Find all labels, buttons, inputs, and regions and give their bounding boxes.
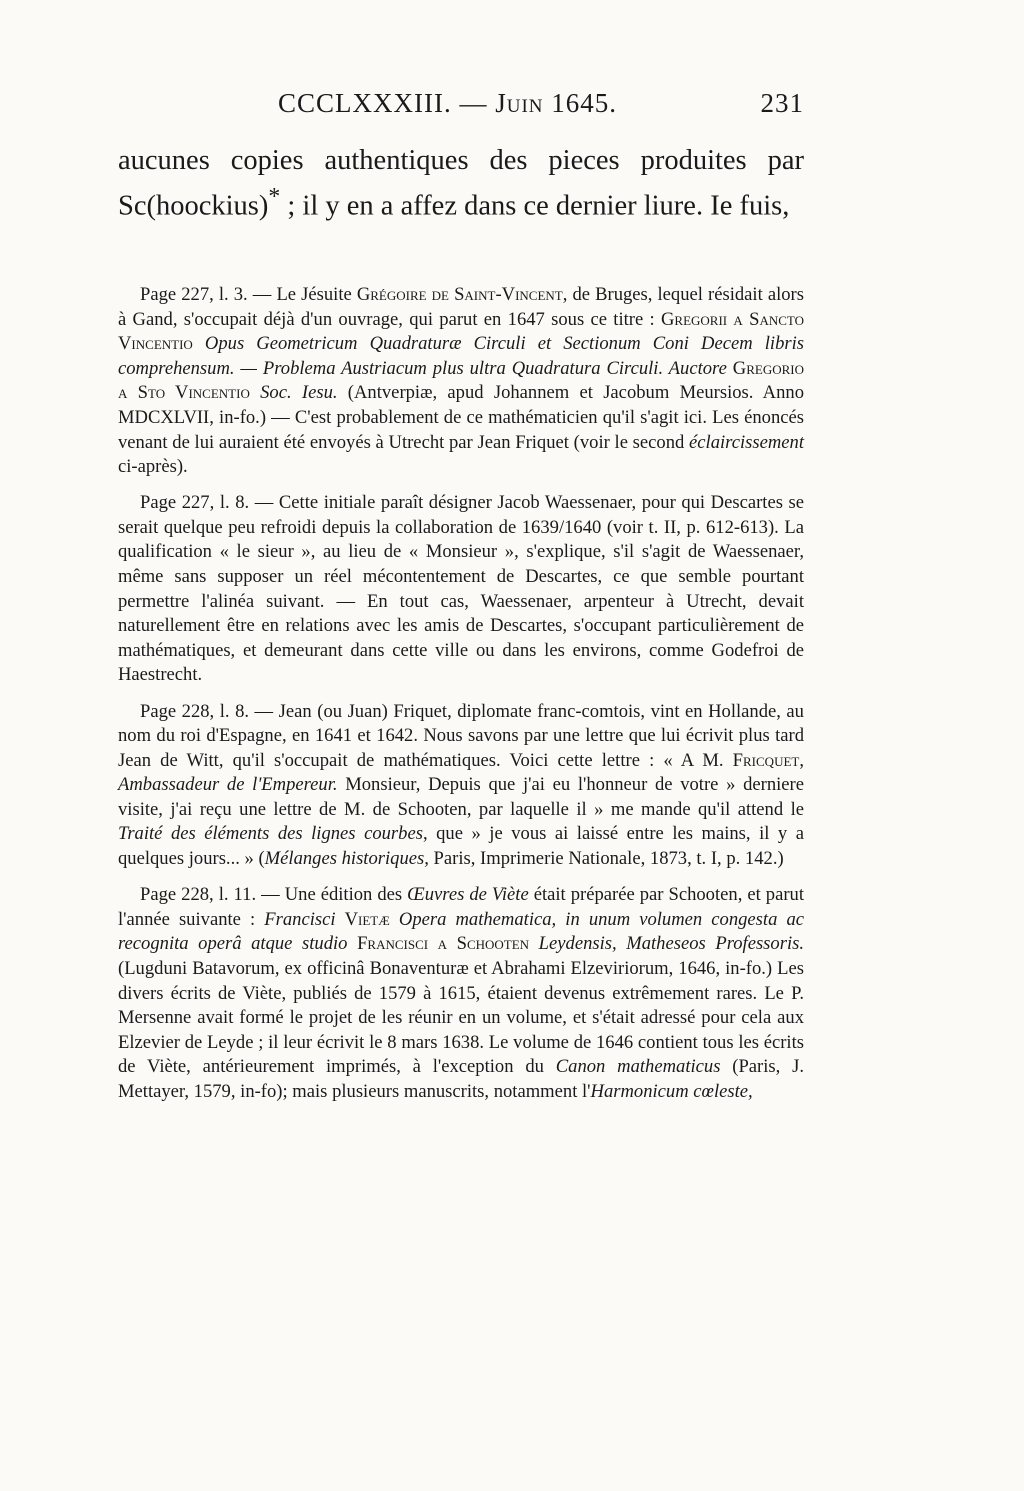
page-number: 231	[760, 88, 804, 118]
note-reference: Page 228, l. 8. —	[140, 700, 274, 722]
italic-text: Harmonicum cœleste,	[590, 1080, 753, 1102]
star-marker: *	[268, 184, 281, 210]
note-text: Une édition des	[279, 884, 408, 906]
italic-text: Opus Geometricum Quadraturæ Circuli et Sectionum Coni Decem libris comprehensum. — Problema Austriacum plus ultra Quadratura Circuli. Auctore	[118, 333, 805, 379]
small-caps-text: Gregorio a Sto Vincentio	[118, 357, 804, 404]
small-caps-text: Fricquet	[732, 749, 800, 771]
note-text: ,	[799, 749, 804, 771]
note-text: (Paris, J. Mettayer, 1579, in-fo); mais plusieurs manuscrits, notamment l'	[118, 1056, 804, 1102]
note-text: (Antverpiæ, apud Johannem et Jacobum Meursios. Anno MDCXLVII, in-fo.) — C'est probablement de ce mathématicien qu'il s'agit ici. Les énoncés venant de lui auraient été envoyés à Utrecht par Jean Friquet (voir le second	[118, 382, 804, 453]
letter-number: CCCLXXXIII.	[278, 88, 452, 118]
editorial-notes	[118, 283, 804, 1105]
note-text: ci-après).	[118, 456, 188, 478]
small-caps-text: Grégoire de Saint-Vincent	[356, 284, 563, 305]
italic-text: Œuvres de Viète	[407, 884, 529, 906]
note-paragraph	[118, 700, 804, 872]
small-caps-text: Vietæ	[344, 908, 390, 930]
note-text	[390, 909, 399, 930]
italic-text: Leydensis, Matheseos Professoris.	[538, 933, 805, 955]
letter-heading	[278, 88, 617, 119]
italic-text: Opera mathematica, in unum volumen congesta ac recognita operâ atque studio	[118, 908, 805, 955]
letter-text-before: aucunes copies authentiques des pieces produites par Sc(hoockius)	[118, 145, 804, 222]
note-paragraph	[118, 883, 804, 1104]
note-reference: Page 227, l. 8. —	[140, 492, 274, 514]
letter-year: 1645.	[551, 88, 618, 118]
italic-text: Ambassadeur de l'Empereur.	[118, 774, 338, 796]
note-text	[250, 382, 260, 403]
italic-text: Mélanges historiques,	[264, 848, 429, 870]
italic-text: éclaircissement	[689, 431, 804, 453]
italic-text: Traité des éléments des lignes courbes	[118, 823, 423, 845]
letter-text-after: ; il y en a affez dans ce dernier liure. Ie fuis,	[280, 190, 790, 222]
note-text	[529, 933, 539, 954]
running-header	[118, 88, 804, 128]
italic-text: Soc. Iesu.	[260, 382, 338, 404]
note-text: Monsieur, Depuis que j'ai eu l'honneur de votre » derniere visite, j'ai reçu une lettre de M. de Schooten, par laquelle il » me mande qu'il attend le	[118, 774, 804, 820]
heading-dash: —	[459, 88, 488, 118]
note-text	[193, 333, 205, 354]
note-text: Jean (ou Juan) Friquet, diplomate franc-comtois, vint en Hollande, au nom du roi d'Espagne, en 1641 et 1642. Nous savons par une lettre que lui écrivit plus tard Jean de Witt, qu'il s'occupait de mathématiques. Voici cette lettre : « A M.	[118, 700, 804, 771]
note-reference: Page 227, l. 3. —	[140, 284, 272, 305]
note-text: (Lugduni Batavorum, ex officinâ Bonaventuræ et Abrahami Elzeviriorum, 1646, in-fo.) Les divers écrits de Viète, publiés de 1579 à 1615, étaient devenus extrêmement rares. Le P. Mersenne avait formé le projet de les réunir en un volume, et s'était adressé pour cela aux Elzevier de Leyde ; il leur écrivit le 8 mars 1638. Le volume de 1646 contient tous les écrits de Viète, antérieurement imprimés, à l'exception du	[118, 957, 804, 1078]
note-text	[336, 909, 345, 930]
note-text: était préparée par Schooten, et parut l'année suivante :	[118, 884, 804, 930]
note-reference: Page 228, l. 11. —	[140, 884, 280, 906]
note-text: Le Jésuite	[271, 284, 357, 305]
note-text: , de Bruges, lequel résidait alors à Gand, s'occupait déjà d'un ouvrage, qui parut en 1647 sous ce titre :	[118, 284, 804, 330]
letter-text	[118, 142, 804, 225]
note-paragraph	[118, 283, 804, 480]
note-text: Cette initiale paraît désigner Jacob Waessenaer, pour qui Descartes se serait quelque peu refroidi depuis la collaboration de 1639/1640 (voir t. II, p. 612-613). La qualification « le sieur », au lieu de « Monsieur », s'explique, s'il s'agit de Waessenaer, même sans supposer un réel mécontentement de Descartes, ce que semble pourtant permettre l'alinéa suivant. — En tout cas, Waessenaer, arpenteur à Utrecht, devait naturellement être en relations avec les amis de Descartes, s'occupant particulièrement de mathématiques, et demeurant dans cette ville ou dans les environs, comme Godefroi de Haestrecht.	[118, 492, 804, 686]
note-text	[347, 933, 357, 954]
italic-text: Francisci	[264, 908, 336, 930]
italic-text: Canon mathematicus	[555, 1056, 721, 1078]
small-caps-text: Francisci a Schooten	[357, 933, 530, 955]
small-caps-text: Gregorii a Sancto Vincentio	[118, 308, 804, 355]
letter-paragraph	[118, 142, 804, 225]
letter-month: Juin	[495, 88, 544, 118]
note-text: Paris, Imprimerie Nationale, 1873, t. I, p. 142.)	[428, 848, 784, 870]
note-paragraph	[118, 491, 804, 688]
note-text: , que » je vous ai laissé entre les mains, il y a quelques jours... » (	[118, 823, 804, 870]
